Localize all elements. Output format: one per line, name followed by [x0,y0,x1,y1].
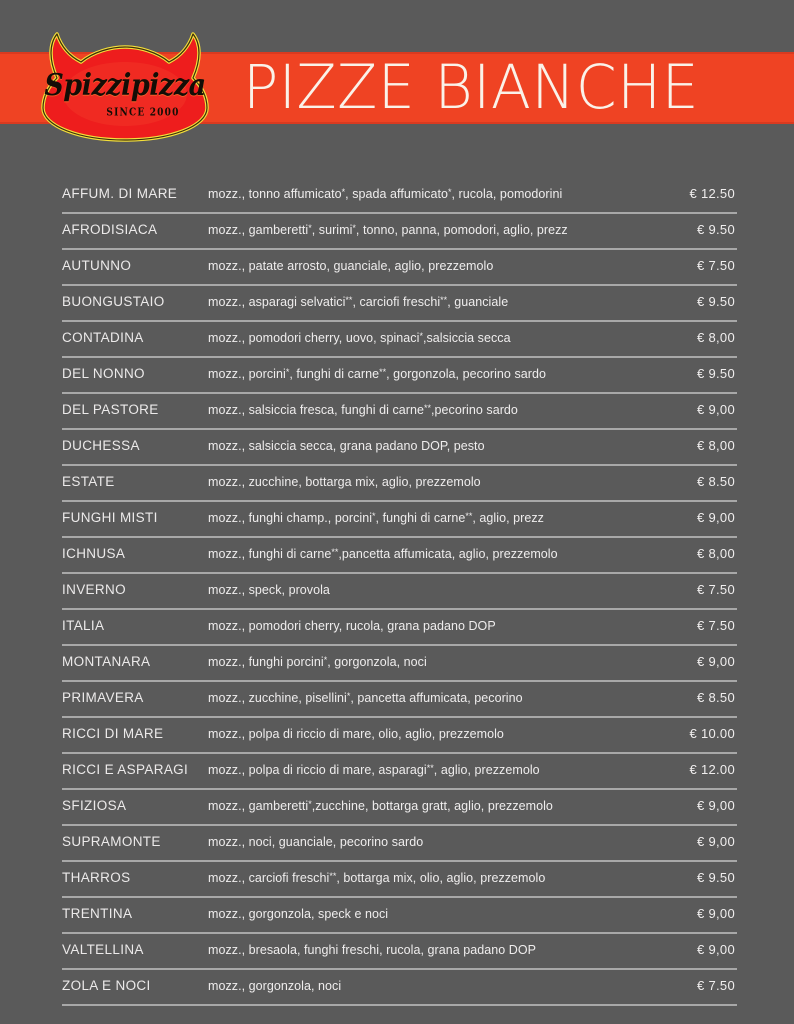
menu-item-description: mozz., polpa di riccio di mare, olio, aglio, prezzemolo [208,727,504,741]
menu-item-name: VALTELLINA [62,942,144,957]
menu-item-price: € 9,00 [697,834,735,849]
menu-item-name: ICHNUSA [62,546,126,561]
menu-item-name: RICCI DI MARE [62,726,164,741]
menu-item-price: € 7.50 [697,258,735,273]
menu-item-price: € 9,00 [697,798,735,813]
logo-since-text: SINCE 2000 [106,106,180,120]
menu-item-name: CONTADINA [62,330,144,345]
menu-row [62,970,737,1006]
menu-item-description: mozz., zucchine, bottarga mix, aglio, prezzemolo [208,475,481,489]
menu-item-price: € 7.50 [697,618,735,633]
menu-item-description: mozz., gorgonzola, speck e noci [208,907,389,921]
menu-row [62,214,737,250]
menu-item-name: MONTANARA [62,654,151,669]
menu-row [62,286,737,322]
page-title: PIZZE BIANCHE [243,52,700,123]
menu-item-description: mozz., gorgonzola, noci [208,979,342,993]
menu-item-price: € 9.50 [697,366,735,381]
menu-row [62,826,737,862]
menu-row [62,898,737,934]
menu-item-name: TRENTINA [62,906,133,921]
menu-item-description: mozz., tonno affumicato*, spada affumicato*, rucola, pomodorini [208,187,563,201]
menu-row [62,538,737,574]
menu-item-price: € 9,00 [697,654,735,669]
menu-row [62,646,737,682]
menu-item-description: mozz., salsiccia fresca, funghi di carne**,pecorino sardo [208,403,518,417]
menu-item-description: mozz., funghi di carne**,pancetta affumicata, aglio, prezzemolo [208,547,558,561]
menu-item-price: € 8.50 [697,474,735,489]
menu-item-name: PRIMAVERA [62,690,144,705]
menu-item-name: DEL NONNO [62,366,145,381]
menu-item-description: mozz., asparagi selvatici**, carciofi freschi**, guanciale [208,295,509,309]
menu-item-price: € 8.50 [697,690,735,705]
menu-item-price: € 12.50 [689,186,735,201]
menu-item-description: mozz., noci, guanciale, pecorino sardo [208,835,424,849]
menu-item-name: FUNGHI MISTI [62,510,158,525]
menu-item-description: mozz., funghi champ., porcini*, funghi di carne**, aglio, prezz [208,511,544,525]
menu-item-description: mozz., zucchine, pisellini*, pancetta affumicata, pecorino [208,691,523,705]
menu-row [62,610,737,646]
menu-item-description: mozz., pomodori cherry, uovo, spinaci*,salsiccia secca [208,331,511,345]
menu-row [62,394,737,430]
menu-item-price: € 7.50 [697,582,735,597]
menu-item-price: € 9,00 [697,942,735,957]
page-header [0,0,794,150]
menu-item-name: ITALIA [62,618,105,633]
menu-row [62,718,737,754]
menu-item-price: € 12.00 [689,762,735,777]
menu-item-name: AFFUM. DI MARE [62,186,178,201]
menu-item-price: € 9.50 [697,294,735,309]
menu-row [62,754,737,790]
menu-item-description: mozz., porcini*, funghi di carne**, gorgonzola, pecorino sardo [208,367,546,381]
menu-item-description: mozz., bresaola, funghi freschi, rucola, grana padano DOP [208,943,537,957]
menu-item-name: DEL PASTORE [62,402,159,417]
menu-row [62,934,737,970]
menu-item-name: SUPRAMONTE [62,834,161,849]
menu-item-name: ZOLA E NOCI [62,978,151,993]
menu-item-name: INVERNO [62,582,126,597]
menu-row [62,574,737,610]
menu-item-description: mozz., gamberetti*, surimi*, tonno, panna, pomodori, aglio, prezz [208,223,568,237]
menu-item-name: ESTATE [62,474,115,489]
menu-row [62,790,737,826]
menu-item-description: mozz., funghi porcini*, gorgonzola, noci [208,655,427,669]
menu-item-description: mozz., salsiccia secca, grana padano DOP, pesto [208,439,485,453]
menu-item-description: mozz., polpa di riccio di mare, asparagi**, aglio, prezzemolo [208,763,540,777]
menu-row [62,250,737,286]
menu-item-price: € 9,00 [697,906,735,921]
menu-item-name: THARROS [62,870,131,885]
menu-item-price: € 9,00 [697,402,735,417]
menu-item-description: mozz., patate arrosto, guanciale, aglio, prezzemolo [208,259,494,273]
menu-item-name: AFRODISIACA [62,222,158,237]
menu-item-price: € 8,00 [697,546,735,561]
menu-row [62,358,737,394]
menu-item-name: SFIZIOSA [62,798,127,813]
menu-item-price: € 9,00 [697,510,735,525]
menu-item-description: mozz., speck, provola [208,583,330,597]
menu-row [62,178,737,214]
menu-item-price: € 9.50 [697,870,735,885]
menu-item-price: € 7.50 [697,978,735,993]
menu-row [62,862,737,898]
menu-item-name: BUONGUSTAIO [62,294,165,309]
brand-logo [35,26,215,142]
menu-item-description: mozz., pomodori cherry, rucola, grana padano DOP [208,619,496,633]
menu-item-price: € 8,00 [697,330,735,345]
menu-row [62,502,737,538]
menu-row [62,466,737,502]
menu-item-price: € 9.50 [697,222,735,237]
logo-wordmark: Spizzipizza [44,68,206,103]
menu-item-description: mozz., carciofi freschi**, bottarga mix, olio, aglio, prezzemolo [208,871,546,885]
menu-item-name: DUCHESSA [62,438,140,453]
menu-item-description: mozz., gamberetti*,zucchine, bottarga gratt, aglio, prezzemolo [208,799,553,813]
menu-item-name: RICCI E ASPARAGI [62,762,189,777]
menu-row [62,322,737,358]
menu-row [62,682,737,718]
menu-item-name: AUTUNNO [62,258,132,273]
menu-row [62,430,737,466]
menu-item-price: € 10.00 [689,726,735,741]
menu-list [62,178,737,1006]
menu-item-price: € 8,00 [697,438,735,453]
